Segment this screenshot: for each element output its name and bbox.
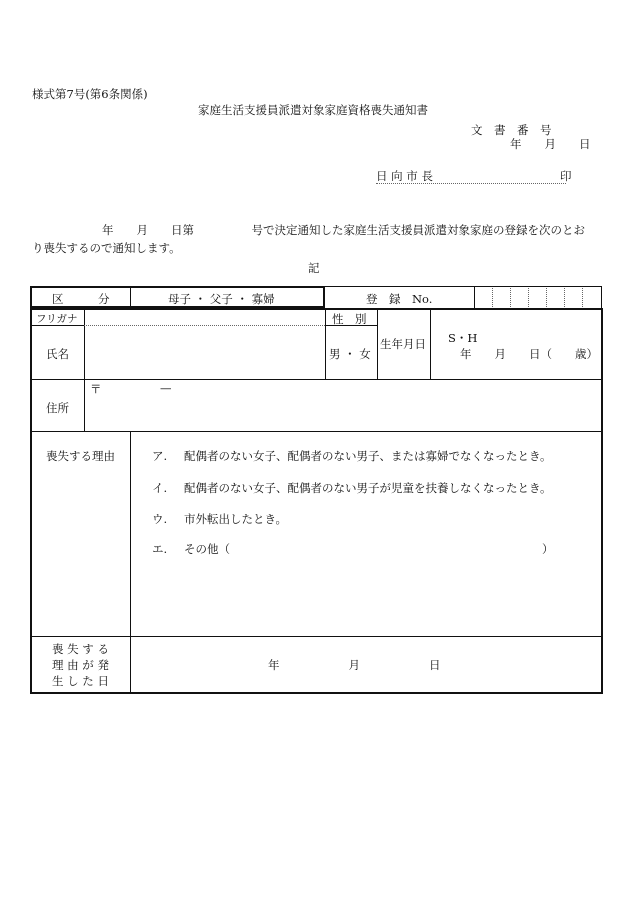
reason-date-label-2: 理 由 が 発 [52,658,109,672]
reason-b-mark[interactable]: イ. [152,481,168,495]
reason-c-text: 市外転出したとき。 [184,512,288,526]
registration-label: 登 録 No. [366,292,433,306]
reason-date-field[interactable]: 年 月 日 [268,658,441,672]
birthdate-label: 生年月日 [380,337,426,351]
address-label: 住所 [46,401,69,415]
ki-heading: 記 [308,261,320,275]
issuer-underline [376,183,566,184]
name-label: 氏名 [46,347,69,361]
era-label[interactable]: S・H [448,331,478,345]
reason-date-label-1: 喪 失 す る [52,642,109,656]
postal-mark: 〒 [90,382,102,396]
reason-label: 喪失する理由 [46,449,115,463]
document-number-label: 文 書 番 号 [471,123,552,137]
body-line-2: り喪失するので通知します。 [32,241,181,255]
issue-date: 年 月 日 [510,137,591,151]
kubun-options[interactable]: 母子 ・ 父子 ・ 寡婦 [168,292,275,306]
kubun-label: 区 分 [52,292,110,306]
furigana-field[interactable] [86,310,324,324]
reason-other-field[interactable] [232,540,542,556]
form-number: 様式第7号(第6条関係) [32,87,148,101]
body-line-1: 年 月 日第 号で決定通知した家庭生活支援員派遣対象家庭の登録を次のとお [102,223,585,237]
reason-b-text: 配偶者のない女子、配偶者のない男子が児童を扶養しなくなったとき。 [184,481,552,495]
reason-a-text: 配偶者のない女子、配偶者のない男子、または寡婦でなくなったとき。 [184,449,552,463]
birthdate-field[interactable]: 年 月 日（ 歳） [460,347,598,361]
furigana-label: フリガナ [36,313,78,325]
document-title: 家庭生活支援員派遣対象家庭資格喪失通知書 [198,103,428,117]
name-field[interactable] [86,327,324,378]
reason-d-mark[interactable]: エ. [152,542,168,556]
sex-label: 性 別 [332,312,367,326]
reason-date-label-3: 生 し た 日 [52,674,109,688]
registration-number-field[interactable] [475,287,601,307]
reason-c-mark[interactable]: ウ. [152,512,168,526]
sex-options[interactable]: 男 ・ 女 [329,347,371,361]
address-field[interactable] [86,381,601,430]
issuer-name: 日 向 市 長 [376,169,433,183]
reason-other-close: ） [542,542,554,556]
seal-mark: 印 [560,169,572,183]
postal-dash: — [160,381,172,395]
reason-a-mark[interactable]: ア. [152,449,168,463]
reason-d-text: その他（ [184,542,230,556]
